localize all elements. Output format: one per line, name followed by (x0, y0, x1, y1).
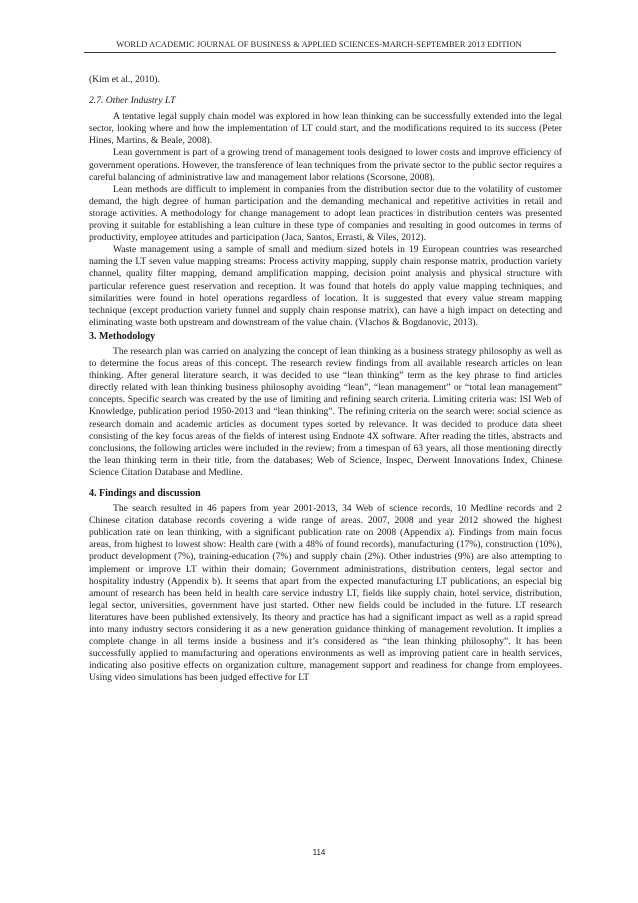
header-rule (84, 52, 556, 53)
paragraph-distribution-sector: Lean methods are difficult to implement in companies from the distribution sector due to the volatility of customer demand, the high degree of human participation and the demanding mechanical and repetitive activities in retail and storage activities. A methodology for change management to adopt lean practices in distribution centers was presented proving it suitable for establishing a lean culture in these type of companies and resulting in good outcomes in terms of productivity, employee attitudes and participation (Jaca, Santos, Errasti, & Viles, 2012). (89, 183, 562, 244)
section-heading-methodology: 3. Methodology (89, 330, 156, 342)
body-text (89, 74, 562, 685)
section-heading-findings: 4. Findings and discussion (89, 488, 201, 499)
paragraph-waste-management-hotels: Waste management using a sample of small and medium sized hotels in 19 European countries was researched naming the LT seven value mapping streams: Process activity mapping, supply chain response matrix, production variety channel, quality filter mapping, demand amplification mapping, decision point analysis and physical structure with particular reference guest reservation and reception. It was found that hotels do apply value mapping techniques, and similarities were found in hotel operations regardless of location. It is suggested that every value stream mapping technique (except production variety funnel and supply chain response matrix), can have a high impact on detecting and eliminating waste both upstream and downstream of the value chain. (Vlachos & Bogdanovic, 2013). (89, 244, 562, 328)
paragraph-lean-government: Lean government is part of a growing trend of management tools designed to lower costs and improve efficiency of government operations. However, the transference of lean techniques from the private sector to the public sector requires a careful balancing of administrative law and management labor relations (Scorsone, 2008). (89, 147, 562, 183)
paragraph-search-results: The search resulted in 46 papers from year 2001-2013, 34 Web of science records, 10 Medline records and 2 Chinese citation database records covering a wide range of areas. 2007, 2008 and year 2012 showed the highest publication rate on lean thinking, with a significant publication rate on 2008 (Appendix a). Findings from main focus areas, from highest to lowest show: Health care (with a 48% of found records), manufacturing (17%), construction (10%), product development (7%), training-education (7%) and supply chain (2%). Other industries (9%) are also attempting to implement or improve LT within their domain; Government administrations, distribution centers, legal sector and hospitality industry (Appendix b). It seems that apart from the expected manufacturing LT publications, an especial big amount of research has been held in health care service industry LT, fields like supply chain, hotel service, distribution, legal sector, universities, government have just started. Other new fields could be included in the future. LT research literatures have been published extensively. Its theory and practice has had a significant impact as well as a rapid spread into many industry sectors considering it as a new generation guidance thinking of management revolution. It implies a complete change in all terms inside a business and it’s considered as “the lean thinking philosophy”. It has been successfully applied to manufacturing and operations environments as well as improving patient care in health services, indicating also positive effects on organization culture, management support and readiness for change from employees. Using video simulations has been judged effective for LT (89, 503, 562, 684)
paragraph-continuation: (Kim et al., 2010). (89, 74, 160, 85)
page-number: 114 (312, 848, 326, 857)
paragraph-legal-sector: A tentative legal supply chain model was explored in how lean thinking can be successfully extended into the legal sector, looking where and how the implementation of LT could start, and the modifications required to its success (Peter Hines, Martins, & Beale, 2008). (89, 111, 562, 147)
paragraph-research-plan: The research plan was carried on analyzing the concept of lean thinking as a business strategy philosophy as well as to determine the focus areas of this concept. The research review findings from all available research articles on lean thinking. After general literature search, it was decided to use “lean thinking” term as the key phrase to find articles directly related with lean thinking business philosophy avoiding “lean”, “lean management” or “total lean management” concepts. Specific search was created by the use of limiting and refining search criteria. Limiting criteria was: ISI Web of Knowledge, publication period 1950-2013 and “lean thinking”. The refining criteria on the search were: social science as research domain and academic articles as document types sorted by relevance. It was decided to produce data sheet consisting of the key focus areas of the fields of interest using Endnote 4X software. After reading the titles, abstracts and conclusions, the following articles were included in the review; from a timespan of 63 years, all those mentioning directly the lean thinking term in their title, from the databases; Web of Science, Inspec, Derwent Innovations Index, Chinese Science Citation Database and Medline. (89, 345, 562, 478)
subsection-heading-other-industry-lt: 2.7. Other Industry LT (89, 95, 176, 107)
running-head: WORLD ACADEMIC JOURNAL OF BUSINESS & APPLIED SCIENCES-MARCH-SEPTEMBER 2013 EDITION (116, 40, 522, 49)
